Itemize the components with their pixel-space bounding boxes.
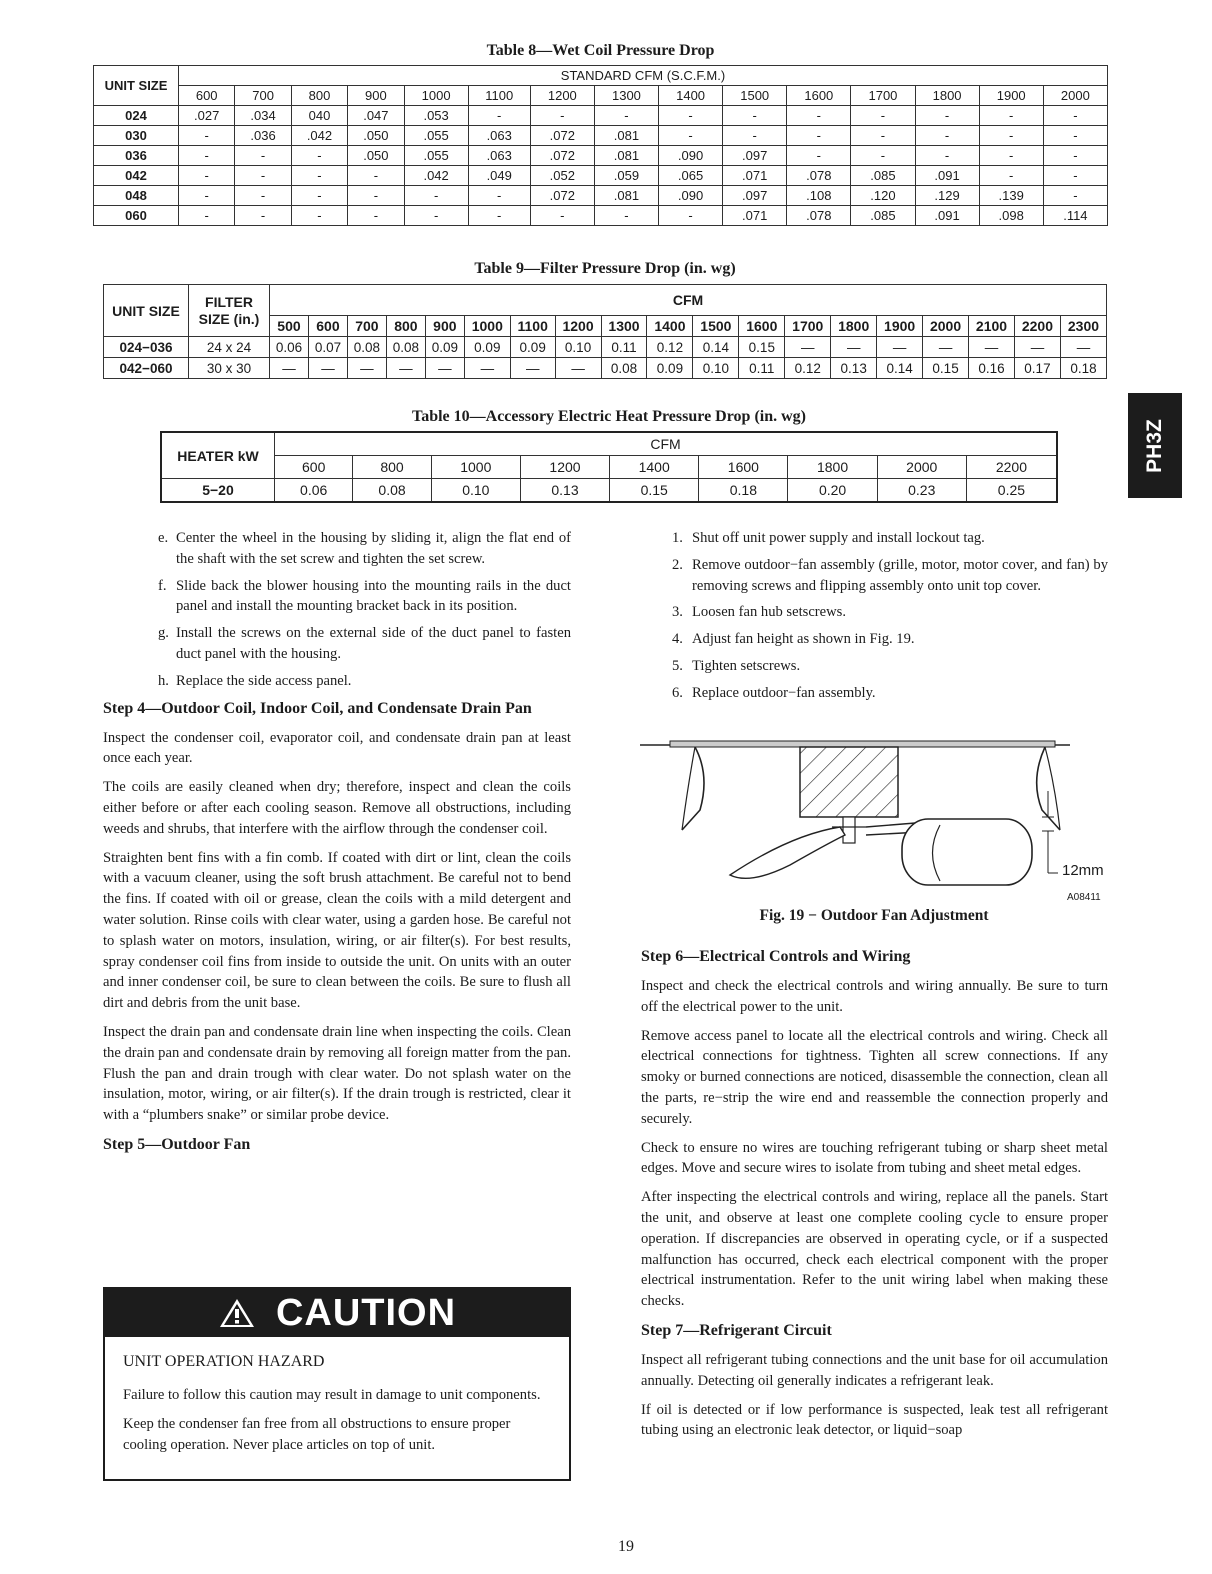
table-cell: 0.08 [347,337,386,358]
step4-paragraph-1: Inspect the condenser coil, evaporator coil, and condensate drain pan at least once each year. [103,729,571,767]
table-cell: — [464,358,510,379]
caution-word: CAUTION [275,1291,457,1334]
column-header: 600 [179,86,235,106]
table-cell: - [1043,166,1107,186]
table-cell: - [235,206,291,226]
table-cell: - [348,206,404,226]
table8-caption: Table 8—Wet Coil Pressure Drop [486,42,715,59]
table8 [93,65,1108,226]
table-cell: 0.09 [464,337,510,358]
table-cell: - [787,126,851,146]
table-cell: 0.15 [923,358,969,379]
table-cell: - [179,206,235,226]
table-cell: - [979,126,1043,146]
table-cell: 0.06 [275,479,353,503]
column-header: 2100 [969,316,1015,337]
table-cell: - [659,106,723,126]
table-cell: — [270,358,309,379]
list-text: Center the wheel in the housing by sliding it, align the flat end of the shaft with the set screw and tighten the set screw. [176,530,571,567]
column-header: 1400 [647,316,693,337]
table-cell: .097 [723,186,787,206]
table-row [161,479,1057,503]
table-row [94,186,1108,206]
table-cell: .078 [787,166,851,186]
table-cell: 0.10 [693,358,739,379]
table-row [104,358,1107,379]
table-cell: .097 [723,146,787,166]
table-cell: — [831,337,877,358]
table-cell: .090 [659,186,723,206]
table-cell: .085 [851,166,915,186]
section-side-tab [1128,393,1182,498]
column-header: 1600 [739,316,785,337]
side-tab-label: PH3Z [1143,418,1166,473]
table-cell: — [510,358,555,379]
table-cell: - [787,146,851,166]
column-header: 1800 [831,316,877,337]
table-cell: 0.07 [308,337,347,358]
table-cell: - [179,126,235,146]
table10 [160,431,1058,503]
table-cell: .081 [594,126,658,146]
row-label: 048 [94,186,179,206]
table-cell: .081 [594,146,658,166]
figure-code: A08411 [1067,892,1101,903]
table-cell: .053 [404,106,468,126]
row-label: 060 [94,206,179,226]
column-header: 1800 [788,456,877,479]
list-marker: 2. [672,556,683,573]
table-cell: 0.09 [647,358,693,379]
table-cell: - [594,206,658,226]
left-column [103,528,571,1164]
step5-heading: Step 5—Outdoor Fan [103,1135,251,1153]
table10-body [161,479,1057,503]
table-cell: 0.08 [386,337,425,358]
step6-paragraph-3: Check to ensure no wires are touching refrigerant tubing or sharp sheet metal edges. Move and secure wires to isolate from tubing and sheet metal edges. [641,1139,1108,1177]
row-label: 030 [94,126,179,146]
table-cell: .072 [530,146,594,166]
table-cell: .078 [787,206,851,226]
table-cell: — [969,337,1015,358]
table-cell: .114 [1043,206,1107,226]
table-cell: .055 [404,126,468,146]
table-cell: 0.11 [739,358,785,379]
table-row [94,106,1108,126]
table-cell: — [308,358,347,379]
column-header: 1000 [404,86,468,106]
table-cell: - [235,146,291,166]
table-cell: — [1060,337,1106,358]
column-header: 1500 [693,316,739,337]
table-cell: - [1043,126,1107,146]
table-cell: .063 [468,146,530,166]
list-text: Replace outdoor−fan assembly. [692,684,876,701]
column-header: 1600 [787,86,851,106]
table-cell: .042 [404,166,468,186]
table-cell: 0.18 [1060,358,1106,379]
list-text: Remove outdoor−fan assembly (grille, motor, motor cover, and fan) by removing screws and flipping assembly onto unit top cover. [692,556,1108,594]
list-text: Adjust fan height as shown in Fig. 19. [692,631,915,648]
column-header: 1400 [659,86,723,106]
caution-paragraph-1: Failure to follow this caution may result in damage to unit components. [123,1387,541,1403]
table9-filter-header: FILTER SIZE (in.) [189,285,270,337]
table-cell: .129 [915,186,979,206]
caution-box [103,1287,571,1481]
table-cell: — [425,358,464,379]
list-text: Slide back the blower housing into the mounting rails in the duct panel and install the mounting bracket back in its position. [176,577,571,615]
table10-heater-header: HEATER kW [161,432,275,479]
table-cell: .072 [530,126,594,146]
column-header: 1400 [610,456,699,479]
table-cell: - [1043,186,1107,206]
table-cell: — [1014,337,1060,358]
column-header: 1200 [520,456,609,479]
list-marker: f. [158,577,167,594]
list-item [672,555,1108,597]
table8-body [94,106,1108,226]
outdoor-fan-diagram [640,735,1110,905]
table-cell: — [555,358,601,379]
table-cell: - [468,186,530,206]
dimension-label: 12mm [1062,862,1104,879]
column-header: 2200 [966,456,1057,479]
table-cell: - [915,106,979,126]
list-text: Replace the side access panel. [176,672,352,689]
table-cell: 0.10 [555,337,601,358]
table-cell: - [659,206,723,226]
table10-column-headers [161,456,1057,479]
table-cell: 0.13 [831,358,877,379]
table-cell: .085 [851,206,915,226]
list-item [158,671,571,692]
table-cell: .091 [915,206,979,226]
caution-banner [105,1289,569,1337]
fan-steps-list [672,528,1108,710]
table-cell: 0.15 [610,479,699,503]
column-header: 900 [425,316,464,337]
table-cell: - [291,146,347,166]
table-cell: .050 [348,146,404,166]
table-cell: - [404,206,468,226]
table-cell: — [347,358,386,379]
table-cell: - [851,126,915,146]
step6-paragraph-4: After inspecting the electrical controls and wiring, replace all the panels. Start the unit, and observe at least one complete cooling cycle to ensure proper operation. If discrepancies are observed in operating cycle, or if a suspected malfunction has occurred, check each electrical component with the proper electrical instrumentation. Refer to the unit wiring label when making these checks. [641,1189,1108,1310]
table-cell: - [468,106,530,126]
table-cell: 0.11 [601,337,647,358]
column-header: 2000 [877,456,966,479]
list-item [158,623,571,665]
column-header: 1100 [468,86,530,106]
column-header: 600 [308,316,347,337]
row-label: 5−20 [161,479,275,503]
table-cell: - [979,106,1043,126]
list-text: Shut off unit power supply and install lockout tag. [692,530,985,546]
table-row [94,166,1108,186]
column-header: 2000 [923,316,969,337]
table-cell: .034 [235,106,291,126]
table8-column-headers [94,86,1108,106]
list-text: Install the screws on the external side of the duct panel to fasten duct panel with the housing. [176,625,571,662]
step7-paragraph-2: If oil is detected or if low performance is suspected, leak test all refrigerant tubing using an electronic leak detector, or liquid−soap [641,1401,1108,1439]
table-cell: 040 [291,106,347,126]
step4-paragraph-4: Inspect the drain pan and condensate drain line when inspecting the coils. Clean the drain pan and condensate drain by removing all foreign matter from the pan. Flush the pan and drain trough with clear water. Do not splash water on the insulation, motor, wiring, or air filter(s). If the drain trough is restricted, clear it with a “plumbers snake” or similar probe device. [103,1023,571,1124]
table-cell: .139 [979,186,1043,206]
table9-unit-header: UNIT SIZE [104,285,189,337]
table-cell: .065 [659,166,723,186]
list-marker: 3. [672,604,683,621]
list-item [158,576,571,618]
table-cell: - [235,186,291,206]
table-cell: .071 [723,166,787,186]
table-cell: — [923,337,969,358]
table-cell: 0.10 [431,479,520,503]
column-header: 1200 [555,316,601,337]
caution-paragraph-2: Keep the condenser fan free from all obstructions to ensure proper cooling operation. Never place articles on top of unit. [123,1415,511,1453]
table-cell: .047 [348,106,404,126]
column-header: 2000 [1043,86,1107,106]
table-cell: .027 [179,106,235,126]
table-cell: 0.13 [520,479,609,503]
table-cell: .059 [594,166,658,186]
table-cell: - [179,166,235,186]
list-item [672,683,1108,704]
table-cell: 0.14 [877,358,923,379]
table-row [94,146,1108,166]
step6-paragraph-2: Remove access panel to locate all the electrical controls and wiring. Check all electrical connections for tightness. Tighten all screw connections. If any smoky or burned connections are noticed, disassemble the connection, clean all the parts, re−strip the wire end and reassemble the connection properly and securely. [641,1027,1108,1127]
row-label: 042−060 [104,358,189,379]
row-label: 024 [94,106,179,126]
column-header: 1900 [979,86,1043,106]
list-item [672,602,1108,623]
table-cell: 0.18 [699,479,788,503]
column-header: 1700 [851,86,915,106]
table-cell: - [179,146,235,166]
table-cell: .071 [723,206,787,226]
table-cell: - [1043,106,1107,126]
table-cell: - [979,166,1043,186]
table-cell: .120 [851,186,915,206]
column-header: 1200 [530,86,594,106]
figure-caption: Fig. 19 − Outdoor Fan Adjustment [759,907,989,924]
list-marker: 6. [672,684,683,701]
step7-heading: Step 7—Refrigerant Circuit [641,1321,832,1339]
table-cell: .042 [291,126,347,146]
blower-steps-list [103,528,571,692]
table9-group-header: CFM [270,285,1107,316]
table-cell: - [915,146,979,166]
table-cell: 0.14 [693,337,739,358]
column-header: 800 [291,86,347,106]
caution-hazard-title: UNIT OPERATION HAZARD [123,1353,325,1370]
table-cell: .090 [659,146,723,166]
table9-caption: Table 9—Filter Pressure Drop (in. wg) [474,260,736,277]
step7-paragraph-1: Inspect all refrigerant tubing connections and the unit base for oil accumulation annually. Detecting oil generally indicates a refrigerant leak. [641,1351,1108,1389]
table-cell: .063 [468,126,530,146]
list-marker: 4. [672,631,683,648]
table-cell: - [851,106,915,126]
table-cell: 0.15 [739,337,785,358]
list-text: Loosen fan hub setscrews. [692,604,847,621]
column-header: 1300 [601,316,647,337]
table-cell: .052 [530,166,594,186]
table-cell: .098 [979,206,1043,226]
table-cell: 0.06 [270,337,309,358]
column-header: 900 [348,86,404,106]
table-cell: - [348,166,404,186]
table-cell: - [594,106,658,126]
column-header: 1300 [594,86,658,106]
list-item [672,629,1108,650]
table9-body [104,337,1107,379]
list-marker: g. [158,625,169,642]
row-label: 024−036 [104,337,189,358]
step4-heading: Step 4—Outdoor Coil, Indoor Coil, and Condensate Drain Pan [103,699,532,717]
table-cell: 0.09 [425,337,464,358]
right-column-text [641,946,1108,1449]
table-cell: 0.17 [1014,358,1060,379]
column-header: 2200 [1014,316,1060,337]
table9 [103,284,1107,379]
column-header: 500 [270,316,309,337]
column-header: 800 [353,456,431,479]
table-cell: - [235,166,291,186]
warning-triangle-icon [218,1297,256,1329]
table-row [104,337,1107,358]
column-header: 1900 [877,316,923,337]
table-cell: .050 [348,126,404,146]
table-cell: - [851,146,915,166]
table-cell: - [348,186,404,206]
column-header: 700 [235,86,291,106]
column-header: 1000 [464,316,510,337]
table-cell: - [404,186,468,206]
table-cell: .049 [468,166,530,186]
table-cell: 0.20 [788,479,877,503]
table-row [94,206,1108,226]
table-cell: - [1043,146,1107,166]
column-header: 600 [275,456,353,479]
column-header: 1000 [431,456,520,479]
table-cell: 0.08 [353,479,431,503]
table10-caption: Table 10—Accessory Electric Heat Pressure Drop (in. wg) [411,408,806,425]
step4-paragraph-3: Straighten bent fins with a fin comb. If coated with dirt or lint, clean the coils with a vacuum cleaner, using the soft brush attachment. Be careful not to bend the fins. If coated with oil or grease, clean the coils with a mild detergent and water solution. Rinse coils with clear water, using a garden hose. Be careful not to splash water on motors, insulation, wiring, or air filter(s). For best results, spray condenser coil fins from inside to outside the unit. On units with an outer and inner condenser coil, be sure to clean between the coils. Be sure to flush all dirt and debris from the unit base. [103,849,571,1012]
list-marker: 5. [672,657,683,674]
table-cell: 0.25 [966,479,1057,503]
table-cell: .055 [404,146,468,166]
table-cell: - [915,126,979,146]
column-header: 1600 [699,456,788,479]
table8-unit-header: UNIT SIZE [94,66,179,106]
step6-heading: Step 6—Electrical Controls and Wiring [641,948,911,965]
row-label: 042 [94,166,179,186]
table-cell: .036 [235,126,291,146]
table10-group-header: CFM [275,432,1058,456]
list-marker: h. [158,672,169,689]
row-label: 24 x 24 [189,337,270,358]
column-header: 2300 [1060,316,1106,337]
table8-group-header: STANDARD CFM (S.C.F.M.) [179,66,1108,86]
list-text: Tighten setscrews. [692,657,801,674]
table-cell: - [530,206,594,226]
column-header: 1500 [723,86,787,106]
row-label: 036 [94,146,179,166]
table-cell: - [291,166,347,186]
column-header: 700 [347,316,386,337]
step4-paragraph-2: The coils are easily cleaned when dry; therefore, inspect and clean the coils either before or after each cooling season. Remove all obstructions, including weeds and shrubs, that interfere with the airflow through the condenser coil. [103,779,571,837]
table-cell: - [291,186,347,206]
list-marker: e. [158,530,169,546]
table-cell: 0.12 [647,337,693,358]
list-item [672,656,1108,677]
table-cell: .072 [530,186,594,206]
table-cell: — [785,337,831,358]
table-cell: - [723,106,787,126]
table-cell: 0.23 [877,479,966,503]
table-cell: - [979,146,1043,166]
table-cell: — [386,358,425,379]
list-item [672,528,1108,549]
table-cell: - [179,186,235,206]
table-cell: 0.12 [785,358,831,379]
table-cell: - [723,126,787,146]
table-row [94,126,1108,146]
page-number: 19 [618,1538,634,1555]
list-marker: 1. [672,530,683,546]
table-cell: .091 [915,166,979,186]
step6-paragraph-1: Inspect and check the electrical controls and wiring annually. Be sure to turn off the electrical power to the unit. [641,978,1108,1015]
table-cell: 0.08 [601,358,647,379]
table-cell: - [291,206,347,226]
row-label: 30 x 30 [189,358,270,379]
table-cell: - [659,126,723,146]
column-header: 1700 [785,316,831,337]
column-header: 1800 [915,86,979,106]
table-cell: - [787,106,851,126]
column-header: 800 [386,316,425,337]
table-cell: 0.09 [510,337,555,358]
table-cell: — [877,337,923,358]
column-header: 1100 [510,316,555,337]
table-cell: .108 [787,186,851,206]
table-cell: - [530,106,594,126]
list-item [158,528,571,570]
table-cell: .081 [594,186,658,206]
table-cell: - [468,206,530,226]
table-cell: 0.16 [969,358,1015,379]
